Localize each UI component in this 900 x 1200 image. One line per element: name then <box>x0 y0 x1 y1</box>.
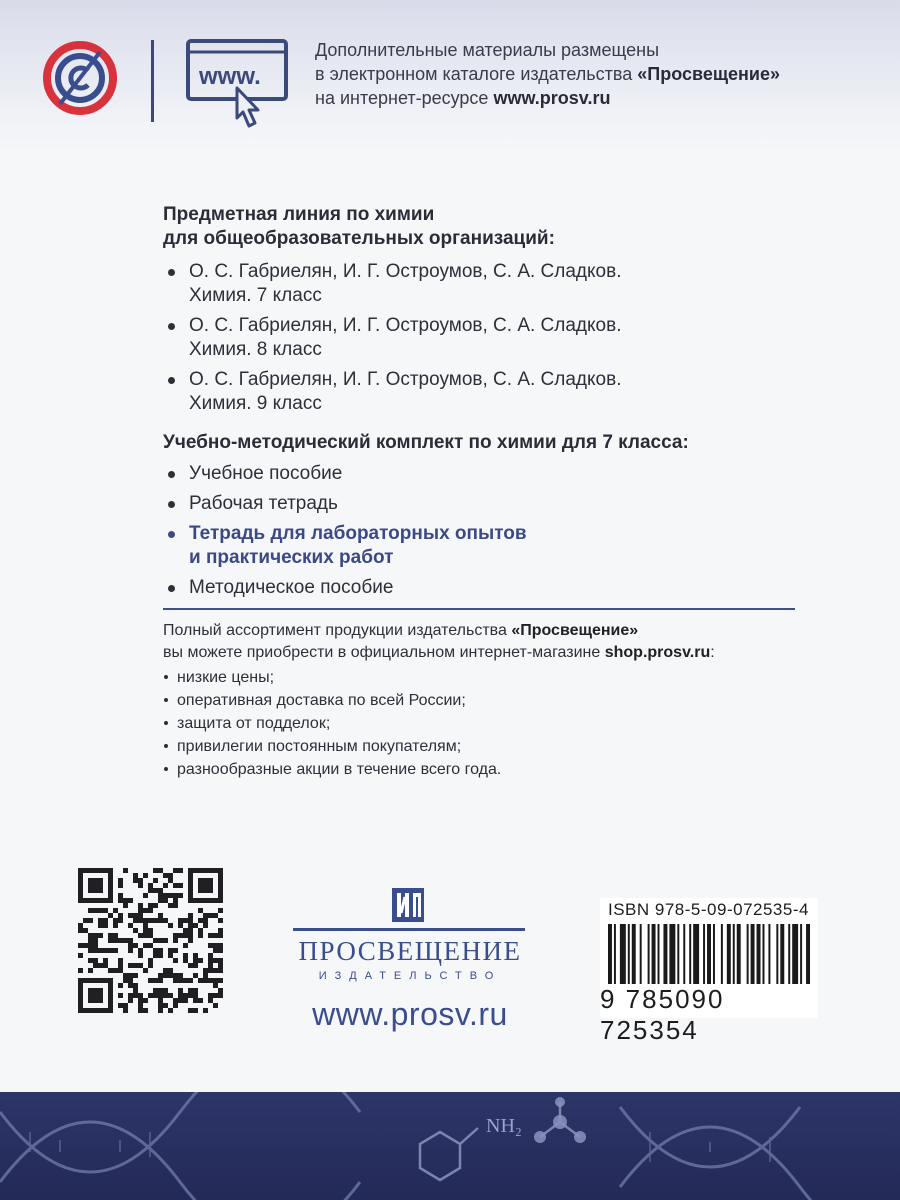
shop-url-link[interactable]: shop.prosv.ru <box>604 644 711 661</box>
barcode <box>608 924 812 984</box>
publisher-logo-rule <box>293 928 525 931</box>
textbook-list <box>163 260 621 422</box>
publisher-subtitle: ИЗДАТЕЛЬСТВО <box>318 970 502 982</box>
www-cursor-icon <box>185 38 295 130</box>
kit-list <box>163 462 527 606</box>
benefit-item: разнообразные акции в течение всего года. <box>163 758 715 781</box>
copyright-circle-logo <box>40 38 120 118</box>
kit-title: Учебно-методический комплект по химии для 7 класса: <box>163 432 689 453</box>
shop-benefits-list <box>163 666 715 781</box>
shop-info <box>163 620 715 781</box>
bullet-icon <box>168 585 175 592</box>
section-divider <box>163 608 795 610</box>
publisher-url[interactable]: www.prosv.ru <box>312 996 508 1032</box>
bullet-icon <box>168 377 175 384</box>
benefit-item: привилегии постоянным покупателям; <box>163 735 715 758</box>
bullet-icon <box>164 744 168 748</box>
bullet-icon <box>168 471 175 478</box>
info-line-3: на интернет-ресурсе www.prosv.ru <box>315 88 611 108</box>
textbook-item-7: О. С. Габриелян, И. Г. Остроумов, С. А. Сладков. Химия. 7 класс <box>163 260 621 308</box>
subject-line-title: Предметная линия по химии для общеобразовательных организаций: <box>163 204 555 249</box>
bullet-icon <box>168 531 175 538</box>
benefit-item: низкие цены; <box>163 666 715 689</box>
info-line-1: Дополнительные материалы размещены <box>315 40 660 60</box>
bullet-icon <box>164 698 168 702</box>
dna-helix-decoration <box>0 1092 900 1200</box>
qr-code[interactable] <box>78 868 223 1013</box>
benefit-item: оперативная доставка по всей России; <box>163 689 715 712</box>
kit-item: Учебное пособие <box>163 462 527 486</box>
kit-item: Методическое пособие <box>163 576 527 600</box>
isbn-barcode-block <box>600 898 818 1045</box>
footer-dna-band <box>0 1092 900 1200</box>
isbn-barcode-digits: 9 785090 725354 <box>600 984 725 1045</box>
publisher-name: ПРОСВЕЩЕНИЕ <box>298 936 522 966</box>
info-line-2: в электронном каталоге издательства «Просвещение» <box>315 64 781 84</box>
benefit-item: защита от подделок; <box>163 712 715 735</box>
publisher-emblem-icon <box>390 884 426 924</box>
kit-item-highlighted: Тетрадь для лабораторных опытов и практических работ <box>163 522 527 570</box>
bullet-icon <box>164 721 168 725</box>
prosv-url-link[interactable]: www.prosv.ru <box>493 88 611 108</box>
bullet-icon <box>168 323 175 330</box>
bullet-icon <box>168 501 175 508</box>
online-materials-note <box>315 38 780 110</box>
shop-line-1: Полный ассортимент продукции издательства «Просвещение» <box>163 622 639 639</box>
shop-line-2: вы можете приобрести в официальном интернет-магазине shop.prosv.ru: <box>163 644 715 661</box>
isbn-number: ISBN 978-5-09-072535-4 <box>608 900 809 919</box>
www-icon-text: www. <box>199 63 261 90</box>
bullet-icon <box>164 767 168 771</box>
textbook-item-9: О. С. Габриелян, И. Г. Остроумов, С. А. Сладков. Химия. 9 класс <box>163 368 621 416</box>
header-divider <box>151 40 154 122</box>
kit-item: Рабочая тетрадь <box>163 492 527 516</box>
bullet-icon <box>164 675 168 679</box>
nh2-label: NH₂ <box>486 1115 522 1137</box>
textbook-item-8: О. С. Габриелян, И. Г. Остроумов, С. А. Сладков. Химия. 8 класс <box>163 314 621 362</box>
bullet-icon <box>168 269 175 276</box>
